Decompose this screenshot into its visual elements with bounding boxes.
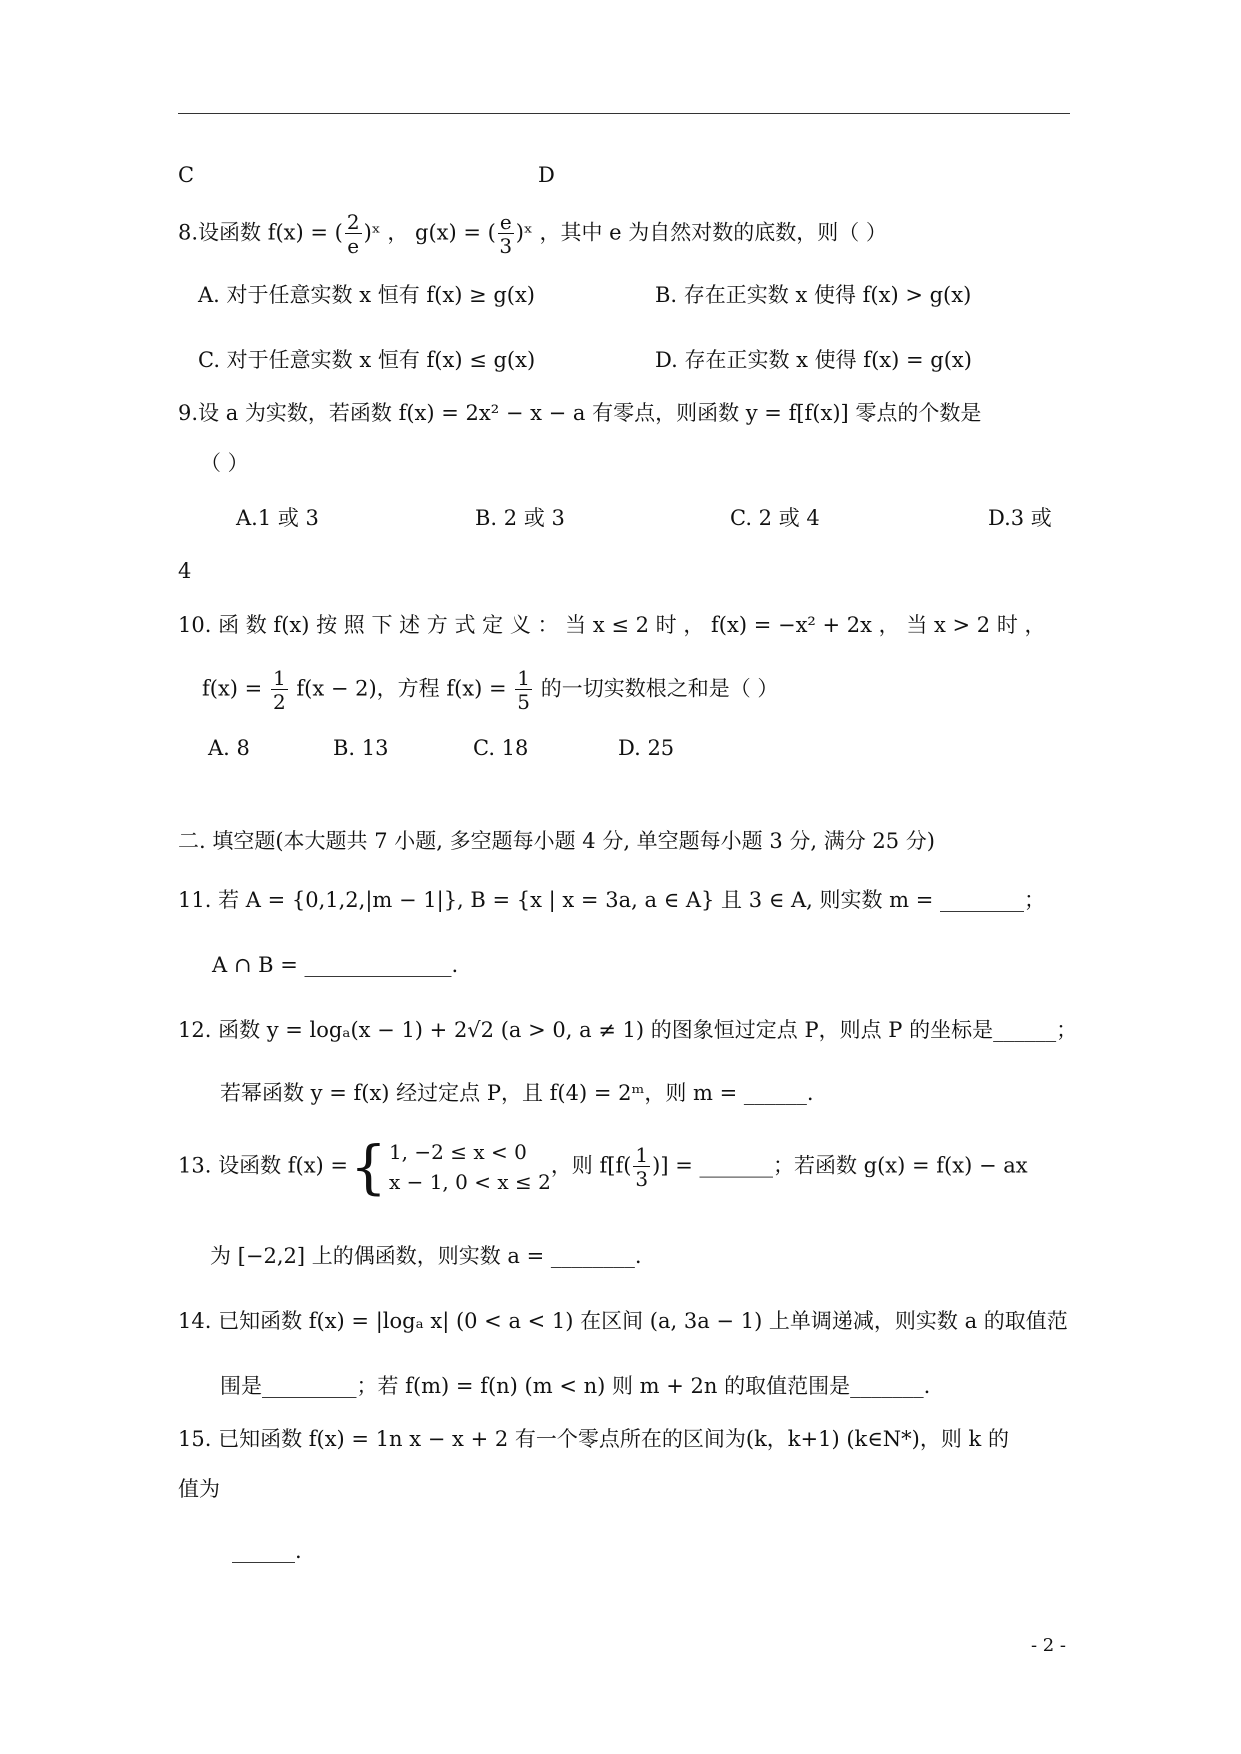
question-10-equation: f(x) = $\frac{1}{2}$ f(x − 2)，方程 f(x) = $\frac{1}{5}$ 的一切实数根之和是（ ） — [202, 666, 779, 714]
question-10-option-d: D. 25 — [618, 736, 675, 760]
question-11-stem: 11. 若 A = {0,1,2,|m − 1|}, B = {x | x = 3a, a ∈ A} 且 3 ∈ A, 则实数 m = ________； — [178, 888, 1046, 912]
fraction-e-over-3: $\frac{e}{3}$ — [499, 210, 513, 258]
question-10-option-c: C. 18 — [473, 736, 529, 760]
question-8-stem: 8.设函数 f(x) = ( $\frac{2}{e}$ )ˣ ， g(x) = ( $\frac{e}{3}$ )ˣ ，其中 e 为自然对数的底数，则（ ） — [178, 210, 887, 258]
fraction-1-over-2: $\frac{1}{2}$ — [272, 666, 286, 714]
question-15-stem: 15. 已知函数 f(x) = 1n x − x + 2 有一个零点所在的区间为(k，k+1) (k∈N*)，则 k 的 — [178, 1427, 1009, 1451]
fraction-2-over-e: $\frac{2}{e}$ — [346, 210, 360, 258]
piecewise-cases: 1, −2 ≤ x < 0 x − 1, 0 < x ≤ 2 — [388, 1140, 551, 1194]
question-8-option-a: A. 对于任意实数 x 恒有 f(x) ≥ g(x) — [198, 283, 536, 307]
question-9-stem: 9.设 a 为实数，若函数 f(x) = 2x² − x − a 有零点，则函数 y = f[f(x)] 零点的个数是 — [178, 401, 982, 425]
option-label-c: C — [178, 163, 195, 187]
question-8-option-d: D. 存在正实数 x 使得 f(x) = g(x) — [655, 348, 972, 372]
question-9-option-d-wrap: 4 — [178, 559, 192, 583]
question-12-stem: 12. 函数 y = logₐ(x − 1) + 2√2 (a > 0, a ≠ 1) 的图象恒过定点 P，则点 P 的坐标是______； — [178, 1018, 1078, 1042]
fraction-1-over-5: $\frac{1}{5}$ — [517, 666, 531, 714]
question-13-line2: 为 [−2,2] 上的偶函数，则实数 a = ________. — [210, 1244, 642, 1268]
question-9-option-a: A.1 或 3 — [236, 506, 319, 530]
question-10-option-b: B. 13 — [333, 736, 389, 760]
header-rule — [178, 113, 1070, 114]
question-9-option-b: B. 2 或 3 — [475, 506, 565, 530]
section-2-heading: 二. 填空题(本大题共 7 小题, 多空题每小题 4 分, 单空题每小题 3 分, 满分 25 分) — [178, 829, 935, 853]
option-label-d: D — [538, 163, 555, 187]
question-8-option-b: B. 存在正实数 x 使得 f(x) > g(x) — [655, 283, 972, 307]
question-14-stem: 14. 已知函数 f(x) = |logₐ x| (0 < a < 1) 在区间 (a, 3a − 1) 上单调递减，则实数 a 的取值范 — [178, 1309, 1068, 1333]
question-13-stem: 13. 设函数 f(x) ={ 1, −2 ≤ x < 0 x − 1, 0 < x ≤ 2 ，则 f[f( $\frac{1}{3}$ )] = _______；若函数 g(x) = f(x) − ax — [178, 1133, 1028, 1201]
fraction-1-over-3: $\frac{1}{3}$ — [635, 1143, 649, 1191]
question-10-option-a: A. 8 — [208, 736, 250, 760]
question-9-option-c: C. 2 或 4 — [730, 506, 820, 530]
question-9-paren: （ ） — [200, 451, 249, 475]
question-10-stem: 10. 函 数 f(x) 按 照 下 述 方 式 定 义 ： 当 x ≤ 2 时 ， f(x) = −x² + 2x ， 当 x > 2 时 ， — [178, 613, 1046, 637]
question-15-line2: 值为 — [178, 1477, 220, 1501]
question-11-line2: A ∩ B = ______________. — [212, 953, 459, 977]
left-brace: { — [350, 1133, 387, 1201]
question-12-line2: 若幂函数 y = f(x) 经过定点 P，且 f(4) = 2ᵐ，则 m = ______. — [220, 1081, 814, 1105]
question-9-option-d: D.3 或 — [988, 506, 1052, 530]
question-14-line2: 围是_________；若 f(m) = f(n) (m < n) 则 m + 2n 的取值范围是_______. — [220, 1374, 931, 1398]
page-number: - 2 - — [1030, 1635, 1066, 1656]
question-15-blank: ______. — [232, 1539, 302, 1563]
question-8-option-c: C. 对于任意实数 x 恒有 f(x) ≤ g(x) — [198, 348, 536, 372]
